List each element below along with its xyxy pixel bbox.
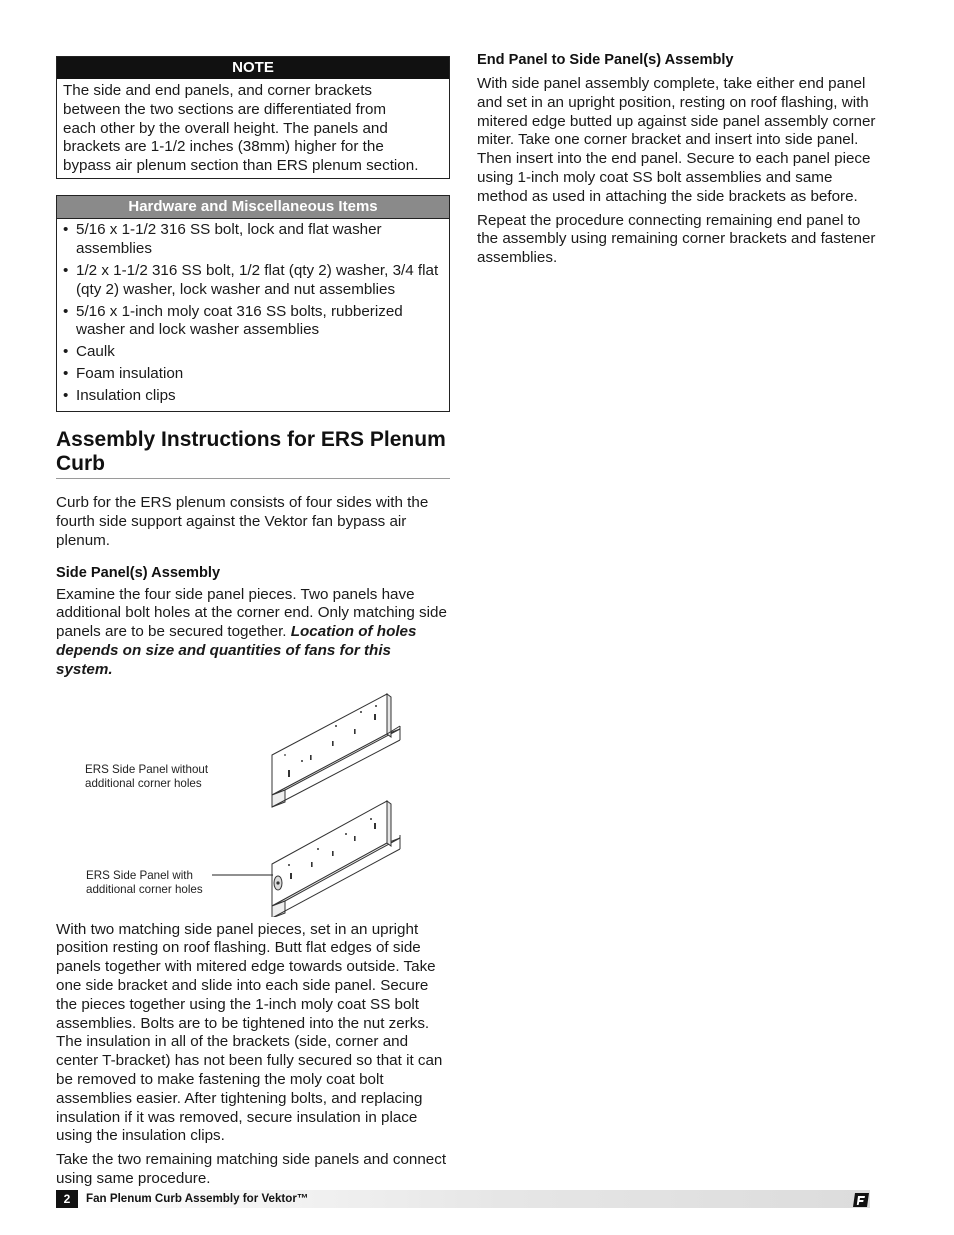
section-title: Assembly Instructions for ERS Plenum Curb: [56, 428, 450, 479]
right-column: [477, 51, 877, 273]
hardware-item: • Foam insulation: [63, 365, 443, 384]
page-number: 2: [56, 1190, 78, 1208]
figure-label-line: additional corner holes: [86, 882, 203, 896]
side-panel-heading: Side Panel(s) Assembly: [56, 564, 221, 581]
note-box: [56, 56, 450, 179]
note-line: between the two sections are differentiated from: [63, 100, 387, 118]
hardware-item: • Caulk: [63, 343, 443, 362]
hardware-box: [56, 195, 450, 412]
note-heading: NOTE: [57, 57, 449, 79]
side-panel-paragraph: [56, 586, 450, 680]
figure-label-line: ERS Side Panel without: [85, 762, 209, 776]
hardware-item: • 5/16 x 1-inch moly coat 316 SS bolts, rubberized washer and lock washer assemblies: [63, 303, 443, 341]
side-panel-figure: [56, 685, 450, 917]
hardware-item: • 5/16 x 1-1/2 316 SS bolt, lock and flat washer assemblies: [63, 221, 443, 259]
hardware-item: • Insulation clips: [63, 387, 443, 406]
panel-without-corner-holes: [272, 694, 400, 807]
side-panel-text: Examine the four side panel pieces. Two panels have additional bolt holes at the corner end. Only matching side panels are to be secured together.: [56, 585, 447, 641]
section-intro: Curb for the ERS plenum consists of four sides with the fourth side support against the Vektor fan bypass air plenum.: [56, 494, 429, 549]
hardware-heading: Hardware and Miscellaneous Items: [57, 196, 449, 219]
end-panel-repeat: Repeat the procedure connecting remaining end panel to the assembly using remaining corner brackets and fastener assemblies.: [477, 211, 876, 267]
left-column: [56, 56, 450, 1194]
figure-label-line: additional corner holes: [85, 776, 202, 790]
note-line: each other by the overall height. The panels and: [63, 119, 388, 137]
figure-label-without-holes: [85, 763, 208, 791]
end-panel-procedure: With side panel assembly complete, take either end panel and set in an upright position, resting on roof flashing, with mitered edge butted up against side panel assembly corner miter. Take one corner bracket and insert into side panel. Then insert into the end panel. Secure to each panel piece using 1-inch moly coat SS bolt assemblies and same method as used in attaching the side brackets as before.: [477, 75, 876, 205]
note-line: bypass air plenum section than ERS plenum section.: [63, 157, 419, 175]
note-line: brackets are 1-1/2 inches (38mm) higher for the: [63, 138, 384, 156]
page-footer: [56, 1190, 870, 1208]
figure-label-with-holes: [86, 869, 203, 897]
side-panel-repeat: Take the two remaining matching side panels and connect using same procedure.: [56, 1151, 447, 1188]
side-panel-procedure: With two matching side panel pieces, set in an upright position resting on roof flashing. Butt flat edges of side panels together with mitered edge towards outside. Take one side bracket and slide into each side panel. Secure the pieces together using the 1-inch moly coat SS bolt assemblies. Bolts are to be tightened into the nut zerks. The insulation in all of the brackets (side, corner and center T-bracket) has not been fully secured so that it can be removed to make fastening the moly coat bolt assemblies easier. After tightening bolts, and replacing insulation if it was removed, secure insulation in place using the insulation clips.: [56, 920, 443, 1145]
footer-title: Fan Plenum Curb Assembly for Vektor™: [86, 1192, 309, 1205]
panel-with-corner-holes: [272, 801, 400, 917]
note-line: The side and end panels, and corner brackets: [63, 82, 373, 99]
end-panel-heading: End Panel to Side Panel(s) Assembly: [477, 52, 734, 68]
figure-label-line: ERS Side Panel with: [86, 868, 193, 882]
hardware-list: [57, 219, 449, 411]
note-body: [57, 79, 449, 178]
hardware-item: • 1/2 x 1-1/2 316 SS bolt, 1/2 flat (qty 2) washer, 3/4 flat (qty 2) washer, lock washer and nut assemblies: [63, 262, 443, 300]
brand-logo-icon: [852, 1192, 870, 1208]
side-panel-emphasis: Location of holes depends on size and quantities of fans for this system.: [56, 623, 417, 678]
